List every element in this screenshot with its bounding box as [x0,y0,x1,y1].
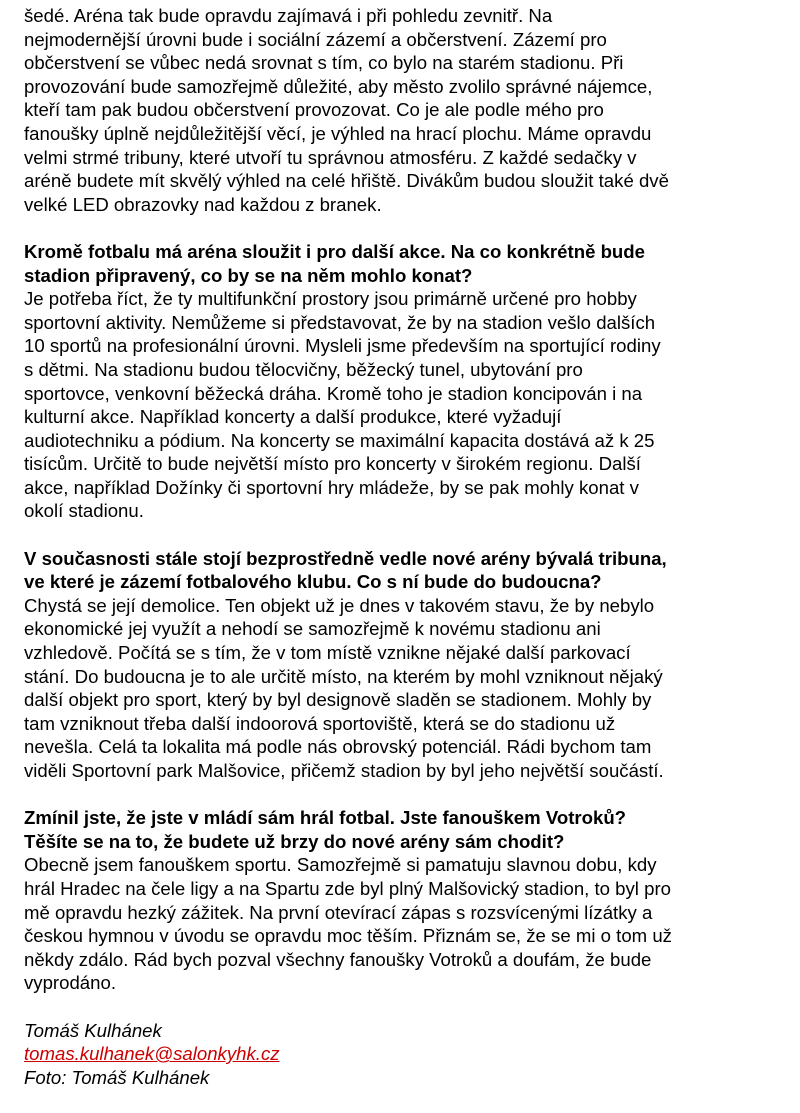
author-email-link[interactable]: tomas.kulhanek@salonkyhk.cz [24,1043,280,1065]
qa-block-2 [24,547,784,783]
interview-question-3: Zmínil jste, že jste v mládí sám hrál fotbal. Jste fanouškem Votroků? Těšíte se na to, že budete už brzy do nové arény sám chodit? [24,807,627,852]
interview-answer-3: Obecně jsem fanouškem sportu. Samozřejmě si pamatuju slavnou dobu, kdy hrál Hradec na čele ligy a na Spartu zde byl plný Malšovický stadion, to byl pro mě opravdu hezký zážitek. Na první otevírací zápas s rozsvícenými lízátky a českou hymnou v úvodu se opravdu moc těším. Přiznám se, že se mi o tom už někdy zdálo. Rád bych pozval všechny fanoušky Votroků a doufám, že bude vyprodáno. [24,854,672,994]
interview-answer-1: Je potřeba říct, že ty multifunkční prostory jsou primárně určené pro hobby sportovní aktivity. Nemůžeme si představovat, že by na stadion vešlo dalších 10 sportů na profesionální úrovni. Mysleli jsme především na sportující rodiny s dětmi. Na stadionu budou tělocvičny, běžecký tunel, ubytování pro sportovce, venkovní běžecká dráha. Kromě toho je stadion koncipován i na kulturní akce. Například koncerty a další produkce, které vyžadují audiotechniku a pódium. Na koncerty se maximální kapacita dostává až k 25 tisícům. Určitě to bude největší místo pro koncerty v širokém regionu. Další akce, například Dožínky či sportovní hry mládeže, by se pak mohly konat v okolí stadionu. [24,288,661,522]
paragraph-spacer [24,783,784,807]
paragraph-spacer [24,523,784,547]
qa-block-1 [24,240,784,523]
paragraph-spacer [24,995,784,1019]
email-line [24,1042,784,1066]
author-name: Tomáš Kulhánek [24,1019,162,1041]
intro-paragraph: šedé. Aréna tak bude opravdu zajímavá i při pohledu zevnitř. Na nejmodernější úrovni bude i sociální zázemí a občerstvení. Zázemí pro občerstvení se vůbec nedá srovnat s tím, co bylo na starém stadionu. Při provozování bude samozřejmě důležité, aby město zvolilo správné nájemce, kteří tam pak budou občerstvení provozovat. Co je ale podle mého pro fanoušky úplně nejdůležitější věcí, je výhled na hrací plochu. Máme opravdu velmi strmé tribuny, které utvoří tu správnou atmosféru. Z každé sedačky v aréně budete mít skvělý výhled na celé hřiště. Divákům budou sloužit také dvě velké LED obrazovky nad každou z branek. [24,5,669,215]
interview-answer-2: Chystá se její demolice. Ten objekt už je dnes v takovém stavu, že by nebylo ekonomické jej využít a nehodí se samozřejmě k novému stadionu ani vzhledově. Počítá se s tím, že v tom místě vznikne nějaké další parkovací stání. Do budoucna je to ale určitě místo, na kterém by mohl vzniknout nějaký další objekt pro sport, který by byl designově sladěn se stadionem. Mohly by tam vzniknout třeba další indoorová sportoviště, která se do stadionu už nevešla. Celá ta lokalita má podle nás obrovský potenciál. Rádi bychom tam viděli Sportovní park Malšovice, přičemž stadion by byl jeho největší součástí. [24,594,664,781]
signature-block [24,1019,784,1090]
qa-block-3 [24,806,784,995]
interview-question-1: Kromě fotbalu má aréna sloužit i pro další akce. Na co konkrétně bude stadion připravený, co by se na něm mohlo konat? [24,240,645,286]
interview-question-2: V současnosti stále stojí bezprostředně vedle nové arény bývalá tribuna, ve které je zázemí fotbalového klubu. Co s ní bude do budoucna? [24,547,667,593]
paragraph-spacer [24,216,784,240]
article-page [24,4,784,1089]
photo-credit: Foto: Tomáš Kulhánek [24,1066,210,1088]
